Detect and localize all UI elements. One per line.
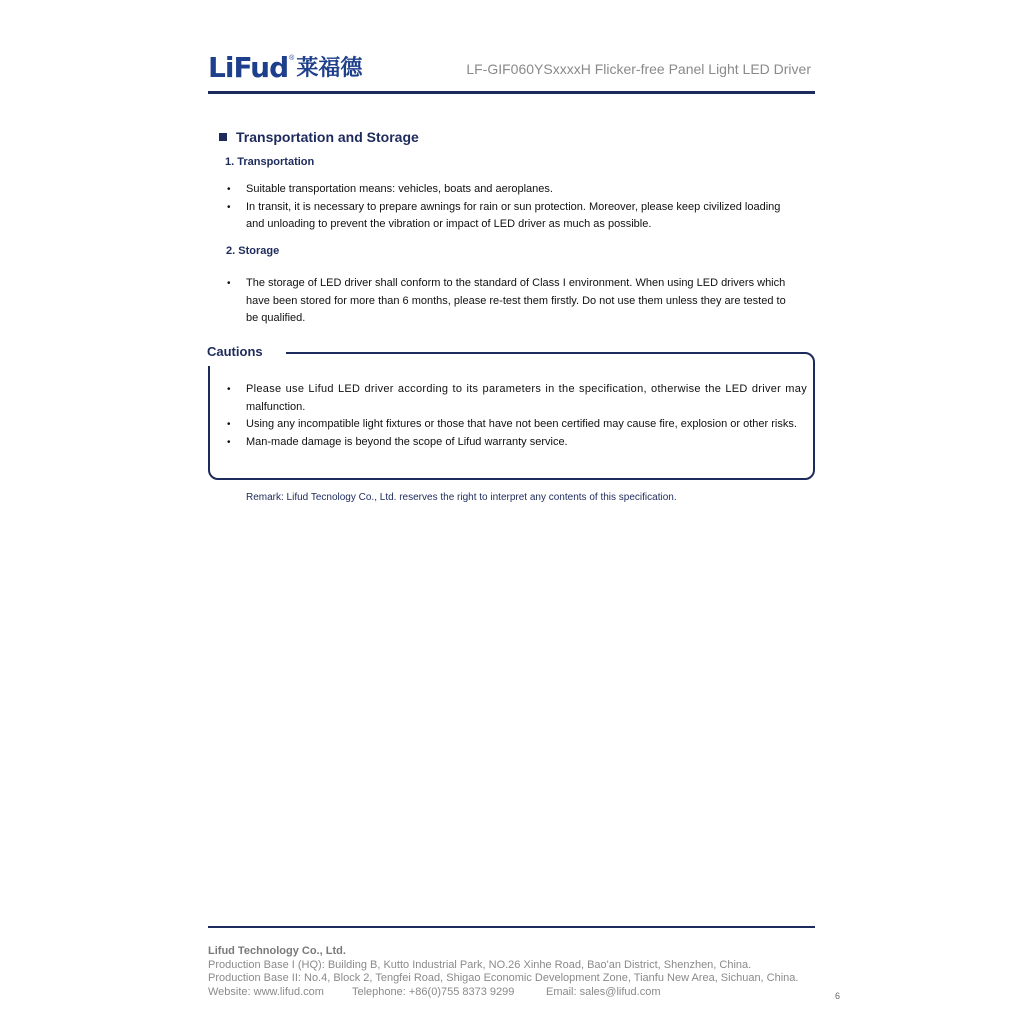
company-logo	[208, 50, 362, 82]
footer-email[interactable]: Email: sales@lifud.com	[546, 985, 661, 998]
storage-list	[227, 275, 797, 328]
section-heading-text: Transportation and Storage	[236, 129, 419, 145]
footer	[208, 945, 798, 999]
page-number: 6	[835, 991, 841, 1001]
footer-contact-line	[208, 986, 798, 1000]
document-title: LF-GIF060YSxxxxH Flicker-free Panel Light LED Driver	[466, 61, 811, 77]
logo-chinese-name: 莱福德	[296, 56, 363, 81]
footer-company: Lifud Technology Co., Ltd.	[208, 945, 346, 957]
cautions-title: Cautions	[207, 344, 267, 359]
registered-mark: ®	[289, 55, 295, 62]
section-heading-transport-storage	[219, 129, 419, 145]
list-item: • Man-made damage is beyond the scope of Lifud warranty service.	[227, 434, 807, 452]
cautions-gap	[276, 352, 286, 354]
list-item: • In transit, it is necessary to prepare awnings for rain or sun protection. Moreover, please keep civilized loading and unloading to prevent the vibration or impact of LED driver as much as possible.	[227, 199, 797, 234]
list-item: • Suitable transportation means: vehicles, boats and aeroplanes.	[227, 181, 797, 199]
list-item: • The storage of LED driver shall conform to the standard of Class I environment. When using LED drivers which have been stored for more than 6 months, please re-test them firstly. Do not use them unless they are tested to be qualified.	[227, 275, 797, 328]
caution-text-line2: malfunction.	[246, 400, 306, 413]
list-item	[227, 381, 807, 416]
footer-production-base-1: Production Base I (HQ): Building B, Kutto Industrial Park, NO.26 Xinhe Road, Bao'an District, Shenzhen, China.	[208, 958, 752, 971]
storage-heading: 2. Storage	[226, 245, 280, 257]
square-bullet-icon	[219, 133, 227, 141]
footer-production-base-2: Production Base II: No.4, Block 2, Tengfei Road, Shigao Economic Development Zone, Tianfu New Area, Sichuan, China.	[208, 972, 799, 985]
list-item: • Using any incompatible light fixtures or those that have not been certified may cause fire, explosion or other risks.	[227, 416, 807, 434]
remark-note: Remark: Lifud Tecnology Co., Ltd. reserves the right to interpret any contents of this specification.	[246, 492, 677, 503]
footer-divider	[208, 926, 815, 928]
caution-text-line1: • Please use Lifud LED driver according to its parameters in the specification, otherwise the LED driver may	[246, 383, 807, 395]
transportation-heading: 1. Transportation	[225, 156, 315, 168]
footer-telephone: Telephone: +86(0)755 8373 9299	[352, 985, 515, 998]
footer-website[interactable]: Website: www.lifud.com	[208, 985, 324, 998]
cautions-list	[227, 381, 807, 451]
logo-wordmark: LiFud	[208, 51, 289, 84]
header-divider	[208, 91, 815, 94]
transportation-list	[227, 181, 797, 234]
